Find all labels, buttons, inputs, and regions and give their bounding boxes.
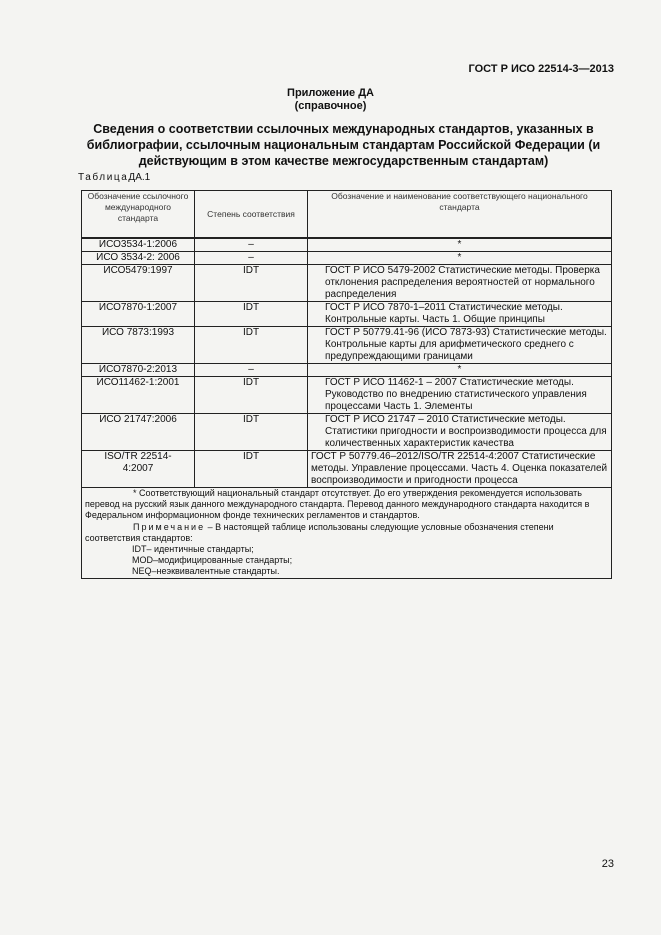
intl-standard-cell: ИСО5479:1997 [82,265,195,302]
intl-standard-cell: ИСО7870-1:2007 [82,302,195,327]
national-standard-cell: * [308,238,612,252]
degree-cell: IDT [195,302,308,327]
table-footnote: * Соответствующий национальный стандарт отсутствует. До его утверждения рекомендуется использовать перевод на русский язык данного международного стандарта. Перевод данного международного стандарта находится в Федеральном информационном фонде технических регламентов и стандартов. [85,488,590,521]
standards-correspondence-table [81,190,612,579]
degree-cell: – [195,252,308,265]
table-caption-prefix: Таблица [78,172,129,183]
table-footnote-row [82,488,612,579]
intl-standard-cell: ИСО3534-1:2006 [82,238,195,252]
note-label: Примечание [133,521,206,532]
degree-cell: IDT [195,377,308,414]
intl-standard-cell: ИСО11462-1:2001 [82,377,195,414]
intl-standard-cell: ISO/TR 22514-4:2007 [82,451,195,488]
table-row [82,364,612,377]
national-standard-cell: * [308,252,612,265]
national-standard-cell: ГОСТ Р ИСО 7870-1–2011 Статистические методы. Контрольные карты. Часть 1. Общие принципы [325,302,563,325]
table-caption [78,172,150,183]
national-standard-cell: * [308,364,612,377]
table-row [82,451,612,488]
degree-cell: – [195,238,308,252]
appendix-title [0,87,661,113]
section-heading: Сведения о соответствии ссылочных международных стандартов, указанных в библиографии, ссылочным национальным стандартам Российской Федерации (и действующим в этом качестве межгосударственным стандартам) [86,122,601,168]
table-row [82,327,612,364]
table-caption-number: ДА.1 [128,172,151,183]
table-row [82,302,612,327]
page-number: 23 [601,858,614,870]
national-standard-cell: ГОСТ Р ИСО 11462-1 – 2007 Статистические методы. Руководство по внедрению статистического управления процессами Часть 1. Элементы [325,377,587,412]
degree-cell: IDT [195,451,308,488]
intl-standard-cell: ИСО 3534-2: 2006 [82,252,195,265]
national-standard-cell: ГОСТ Р 50779.46–2012/ISO/TR 22514-4:2007 Статистические методы. Управление процессами. Часть 4. Оценка показателей воспроизводимости и пригодности процесса [308,451,612,488]
table-note [85,522,608,544]
table-row [82,252,612,265]
national-standard-cell: ГОСТ Р ИСО 5479-2002 Статистические методы. Проверка отклонения распределения вероятностей от нормального распределения [325,265,600,300]
appendix-type: (справочное) [294,100,367,112]
appendix-name: Приложение ДА [287,87,374,99]
intl-standard-cell: ИСО7870-2:2013 [82,364,195,377]
note-item: MOD–модифицированные стандарты; [132,555,293,566]
table-row [82,265,612,302]
table-row [82,414,612,451]
degree-cell: IDT [195,414,308,451]
table-row [82,238,612,252]
degree-cell: IDT [195,327,308,364]
column-header-degree: Степень соответствия [195,191,308,239]
document-code: ГОСТ Р ИСО 22514-3—2013 [468,63,614,75]
national-standard-cell: ГОСТ Р 50779.41-96 (ИСО 7873-93) Статистические методы. Контрольные карты для арифметического среднего с предупреждающими границами [325,327,607,362]
table-header-row [82,191,612,239]
national-standard-cell: ГОСТ Р ИСО 21747 – 2010 Статистические методы. Статистики пригодности и воспроизводимости процесса для количественных характеристик качества [325,414,607,449]
intl-standard-cell: ИСО 7873:1993 [82,327,195,364]
degree-cell: IDT [195,265,308,302]
note-item: NEQ–неэквивалентные стандарты. [132,566,280,577]
note-text: – В настоящей таблице использованы следующие условные обозначения степени соответствия стандартов: [85,521,554,543]
column-header-intl: Обозначение ссылочного международного стандарта [82,191,195,239]
column-header-national: Обозначение и наименование соответствующего национального стандарта [308,191,612,239]
table-row [82,377,612,414]
intl-standard-cell: ИСО 21747:2006 [82,414,195,451]
degree-cell: – [195,364,308,377]
note-item: IDT– идентичные стандарты; [132,544,254,555]
